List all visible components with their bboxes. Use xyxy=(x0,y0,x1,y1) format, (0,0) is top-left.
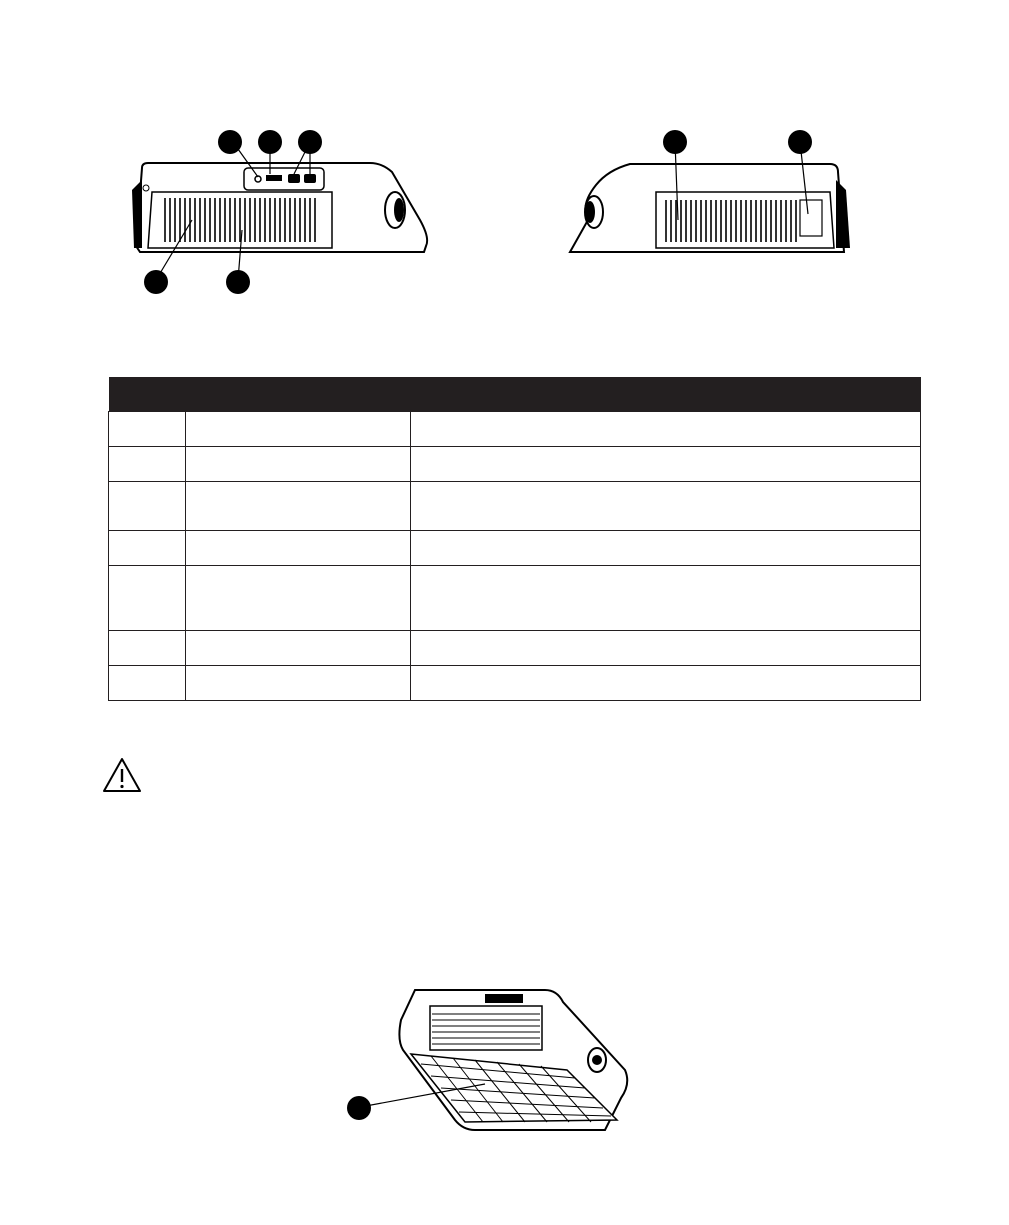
table-row xyxy=(109,447,921,482)
table-row xyxy=(109,631,921,666)
table-row xyxy=(109,531,921,566)
table-cell xyxy=(109,447,186,482)
table-row xyxy=(109,666,921,701)
table-cell xyxy=(410,447,920,482)
table-cell xyxy=(185,447,410,482)
table-cell xyxy=(410,666,920,701)
table-row xyxy=(109,566,921,631)
table-header-row xyxy=(109,377,921,412)
table-row xyxy=(109,412,921,447)
spec-table xyxy=(108,377,921,701)
table-cell xyxy=(185,631,410,666)
table-row xyxy=(109,482,921,531)
table-cell xyxy=(109,531,186,566)
table-cell xyxy=(109,482,186,531)
table-cell xyxy=(185,566,410,631)
table-cell xyxy=(185,412,410,447)
table-cell xyxy=(185,531,410,566)
warning-triangle-icon xyxy=(101,756,143,794)
table-cell xyxy=(185,482,410,531)
projector-right-side-illustration xyxy=(560,120,860,270)
table-cell xyxy=(185,666,410,701)
table-cell xyxy=(410,631,920,666)
projector-left-side-illustration xyxy=(120,120,440,305)
table-cell xyxy=(410,482,920,531)
header-cell xyxy=(185,377,410,412)
header-cell xyxy=(410,377,920,412)
table-cell xyxy=(410,566,920,631)
table-cell xyxy=(109,566,186,631)
table-cell xyxy=(410,531,920,566)
table-cell xyxy=(109,666,186,701)
table-cell xyxy=(410,412,920,447)
table-cell xyxy=(109,631,186,666)
table-cell xyxy=(109,412,186,447)
projector-bottom-illustration xyxy=(335,980,645,1140)
header-cell xyxy=(109,377,186,412)
